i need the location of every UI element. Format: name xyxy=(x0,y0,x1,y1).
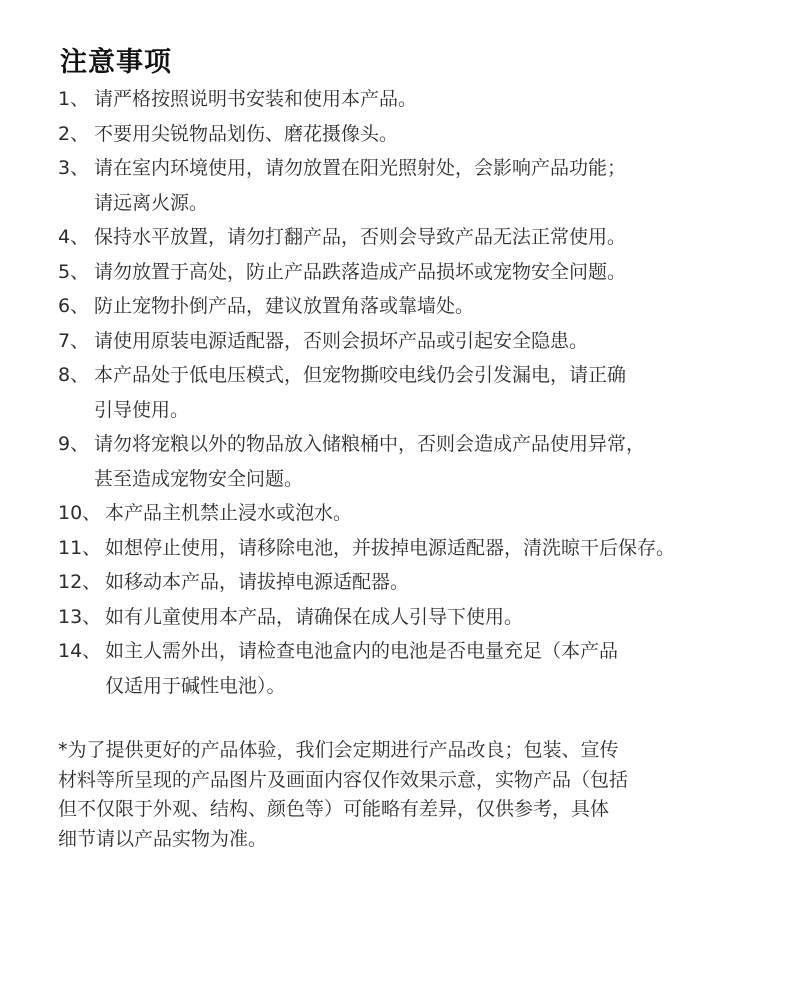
list-item xyxy=(58,117,783,152)
item-line: 如有儿童使用本产品，请确保在成人引导下使用。 xyxy=(105,605,524,628)
item-number: 3、 xyxy=(58,157,90,179)
item-line: 如想停止使用，请移除电池，并拔掉电源适配器，清洗晾干后保存。 xyxy=(105,536,676,559)
item-number: 1、 xyxy=(58,88,90,110)
item-number: 9、 xyxy=(58,433,90,455)
item-line: 请使用原装电源适配器，否则会损坏产品或引起安全隐患。 xyxy=(94,329,589,352)
item-line: 不要用尖锐物品划伤、磨花摄像头。 xyxy=(94,122,399,145)
list-item xyxy=(58,151,783,220)
list-item xyxy=(58,600,783,635)
item-line: 请在室内环境使用，请勿放置在阳光照射处，会影响产品功能； xyxy=(94,157,627,179)
item-line: 本产品处于低电压模式，但宠物撕咬电线仍会引发漏电，请正确 xyxy=(94,364,627,386)
item-text xyxy=(94,358,626,427)
item-number: 5、 xyxy=(58,260,90,283)
disclaimer-line: 材料等所呈现的产品图片及画面内容仅作效果示意，实物产品（包括 xyxy=(58,768,629,791)
item-line: 请勿将宠粮以外的物品放入储粮桶中，否则会造成产品使用异常， xyxy=(94,433,646,455)
item-text xyxy=(94,82,417,117)
item-text xyxy=(94,151,626,220)
item-text xyxy=(105,531,675,566)
item-line: 请严格按照说明书安装和使用本产品。 xyxy=(94,88,418,110)
list-item xyxy=(58,427,783,496)
list-item xyxy=(58,358,783,427)
list-item xyxy=(58,565,783,600)
item-line: 请勿放置于高处，防止产品跌落造成产品损坏或宠物安全问题。 xyxy=(94,260,627,283)
item-text xyxy=(94,324,588,359)
item-line: 本产品主机禁止浸水或泡水。 xyxy=(105,502,353,524)
item-text xyxy=(94,289,474,324)
item-line: 请远离火源。 xyxy=(94,191,209,214)
page-title: 注意事项 xyxy=(60,47,172,78)
disclaimer-line: 但不仅限于外观、结构、颜色等）可能略有差异，仅供参考，具体 xyxy=(58,798,610,820)
item-number: 13、 xyxy=(58,605,102,628)
list-item xyxy=(58,255,783,290)
item-number: 4、 xyxy=(58,226,90,248)
list-item xyxy=(58,82,783,117)
item-number: 14、 xyxy=(58,640,102,662)
item-text xyxy=(94,117,398,152)
disclaimer-note xyxy=(58,736,758,854)
item-line: 如主人需外出，请检查电池盒内的电池是否电量充足（本产品 xyxy=(105,640,619,662)
item-text xyxy=(105,565,409,600)
item-line: 甚至造成宠物安全问题。 xyxy=(94,467,304,490)
item-text xyxy=(94,255,626,290)
item-number: 6、 xyxy=(58,295,90,317)
item-number: 7、 xyxy=(58,329,90,352)
list-item xyxy=(58,531,783,566)
list-item xyxy=(58,496,783,531)
disclaimer-line: 细节请以产品实物为准。 xyxy=(58,827,268,850)
disclaimer-line: *为了提供更好的产品体验，我们会定期进行产品改良；包装、宣传 xyxy=(58,739,619,761)
item-text xyxy=(94,220,626,255)
item-number: 2、 xyxy=(58,122,90,145)
item-text xyxy=(105,496,352,531)
item-line: 仅适用于碱性电池）。 xyxy=(105,674,286,697)
item-number: 10、 xyxy=(58,502,102,524)
item-line: 引导使用。 xyxy=(94,398,190,421)
item-line: 防止宠物扑倒产品，建议放置角落或靠墙处。 xyxy=(94,295,475,317)
list-item xyxy=(58,220,783,255)
list-item xyxy=(58,289,783,324)
item-number: 11、 xyxy=(58,536,102,559)
list-item xyxy=(58,324,783,359)
item-text xyxy=(105,600,523,635)
notice-list xyxy=(58,82,783,703)
list-item xyxy=(58,634,783,703)
item-line: 如移动本产品，请拔掉电源适配器。 xyxy=(105,571,410,593)
item-number: 12、 xyxy=(58,571,102,593)
item-text xyxy=(105,634,618,703)
item-number: 8、 xyxy=(58,364,90,386)
item-text xyxy=(94,427,645,496)
item-line: 保持水平放置，请勿打翻产品，否则会导致产品无法正常使用。 xyxy=(94,226,627,248)
